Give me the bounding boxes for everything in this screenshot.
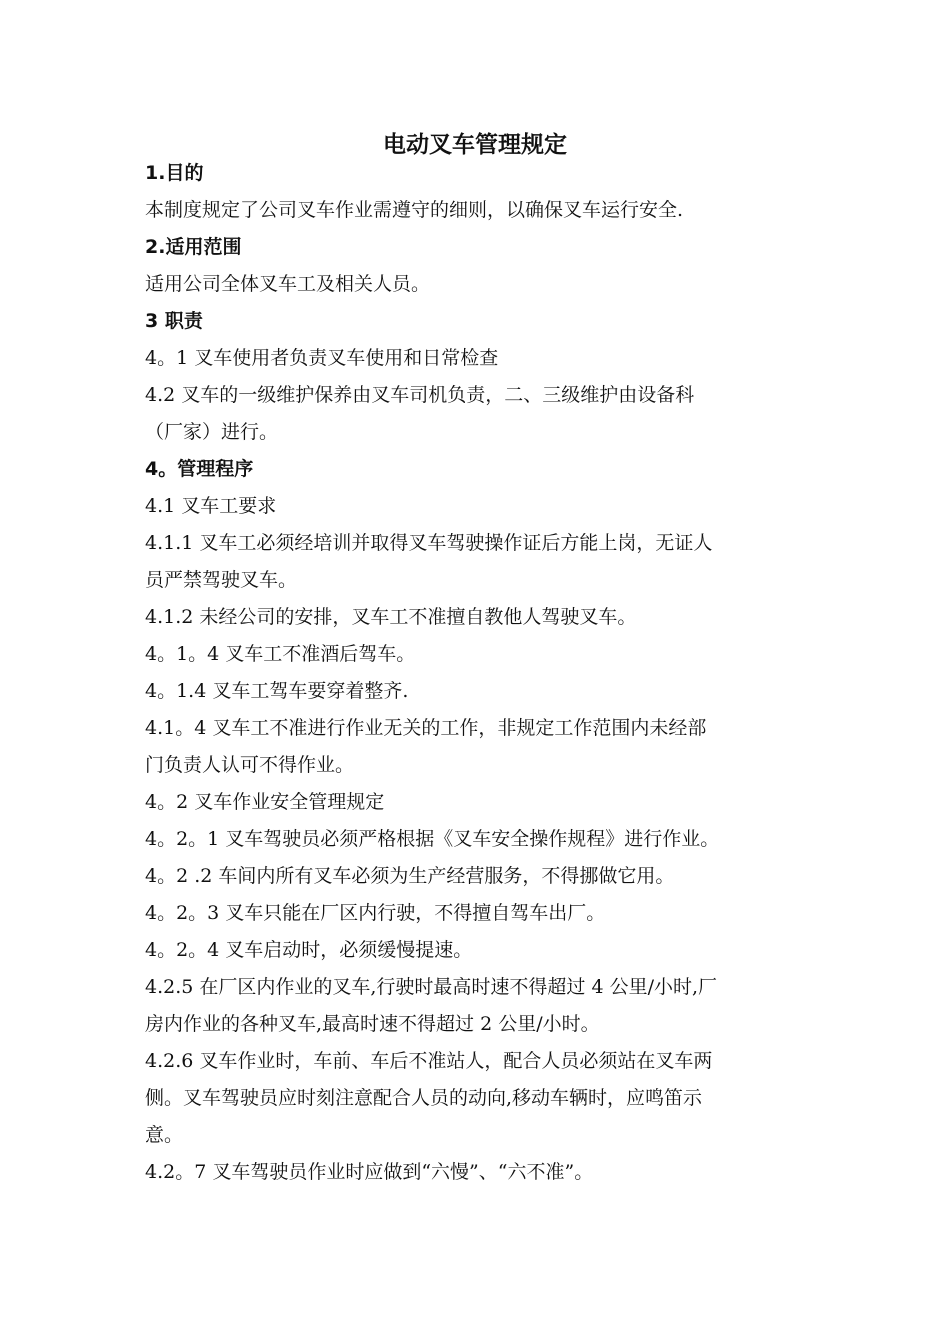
document-body [145, 155, 813, 1191]
paragraph-line: 4.1.2 未经公司的安排，叉车工不准擅自教他人驾驶叉车。 [145, 606, 637, 628]
paragraph-line: 意。 [145, 1124, 184, 1146]
paragraph-line: 侧。叉车驾驶员应时刻注意配合人员的动向,移动车辆时，应鸣笛示 [145, 1087, 703, 1109]
paragraph-line: 4。1.4 叉车工驾车要穿着整齐. [145, 680, 409, 702]
section-heading: 3 职责 [145, 310, 203, 332]
paragraph-line: 员严禁驾驶叉车。 [145, 569, 298, 591]
paragraph-line: 4。2 叉车作业安全管理规定 [145, 791, 385, 813]
section-heading: 2.适用范围 [145, 236, 242, 258]
paragraph-line: 4.2.6 叉车作业时，车前、车后不准站人，配合人员必须站在叉车两 [145, 1050, 713, 1072]
paragraph-line: 4.1.1 叉车工必须经培训并取得叉车驾驶操作证后方能上岗，无证人 [145, 532, 713, 554]
paragraph-line: 4.2 叉车的一级维护保养由叉车司机负责，二、三级维护由设备科 [145, 384, 695, 406]
paragraph-line: 4。2。3 叉车只能在厂区内行驶，不得擅自驾车出厂。 [145, 902, 606, 924]
paragraph-line: 4。1 叉车使用者负责叉车使用和日常检查 [145, 347, 499, 369]
paragraph-line: 适用公司全体叉车工及相关人员。 [145, 273, 431, 295]
paragraph-line: 4.2。7 叉车驾驶员作业时应做到“六慢”、“六不准”。 [145, 1161, 594, 1183]
paragraph-line: 4.1 叉车工要求 [145, 495, 277, 517]
paragraph-line: 门负责人认可不得作业。 [145, 754, 355, 776]
section-heading: 4。管理程序 [145, 458, 254, 480]
paragraph-line: 4。2 .2 车间内所有叉车必须为生产经营服务，不得挪做它用。 [145, 865, 675, 887]
paragraph-line: 4。1。4 叉车工不准酒后驾车。 [145, 643, 416, 665]
paragraph-line: （厂家）进行。 [145, 421, 279, 443]
document-title: 电动叉车管理规定 [383, 132, 567, 158]
paragraph-line: 4.1。4 叉车工不准进行作业无关的工作，非规定工作范围内未经部 [145, 717, 707, 739]
paragraph-line: 本制度规定了公司叉车作业需遵守的细则，以确保叉车运行安全. [145, 199, 684, 221]
paragraph-line: 房内作业的各种叉车,最高时速不得超过 2 公里/小时。 [145, 1013, 600, 1035]
section-heading: 1.目的 [145, 162, 204, 184]
paragraph-line: 4。2。1 叉车驾驶员必须严格根据《叉车安全操作规程》进行作业。 [145, 828, 720, 850]
paragraph-line: 4。2。4 叉车启动时，必须缓慢提速。 [145, 939, 473, 961]
paragraph-line: 4.2.5 在厂区内作业的叉车,行驶时最高时速不得超过 4 公里/小时,厂 [145, 976, 718, 998]
